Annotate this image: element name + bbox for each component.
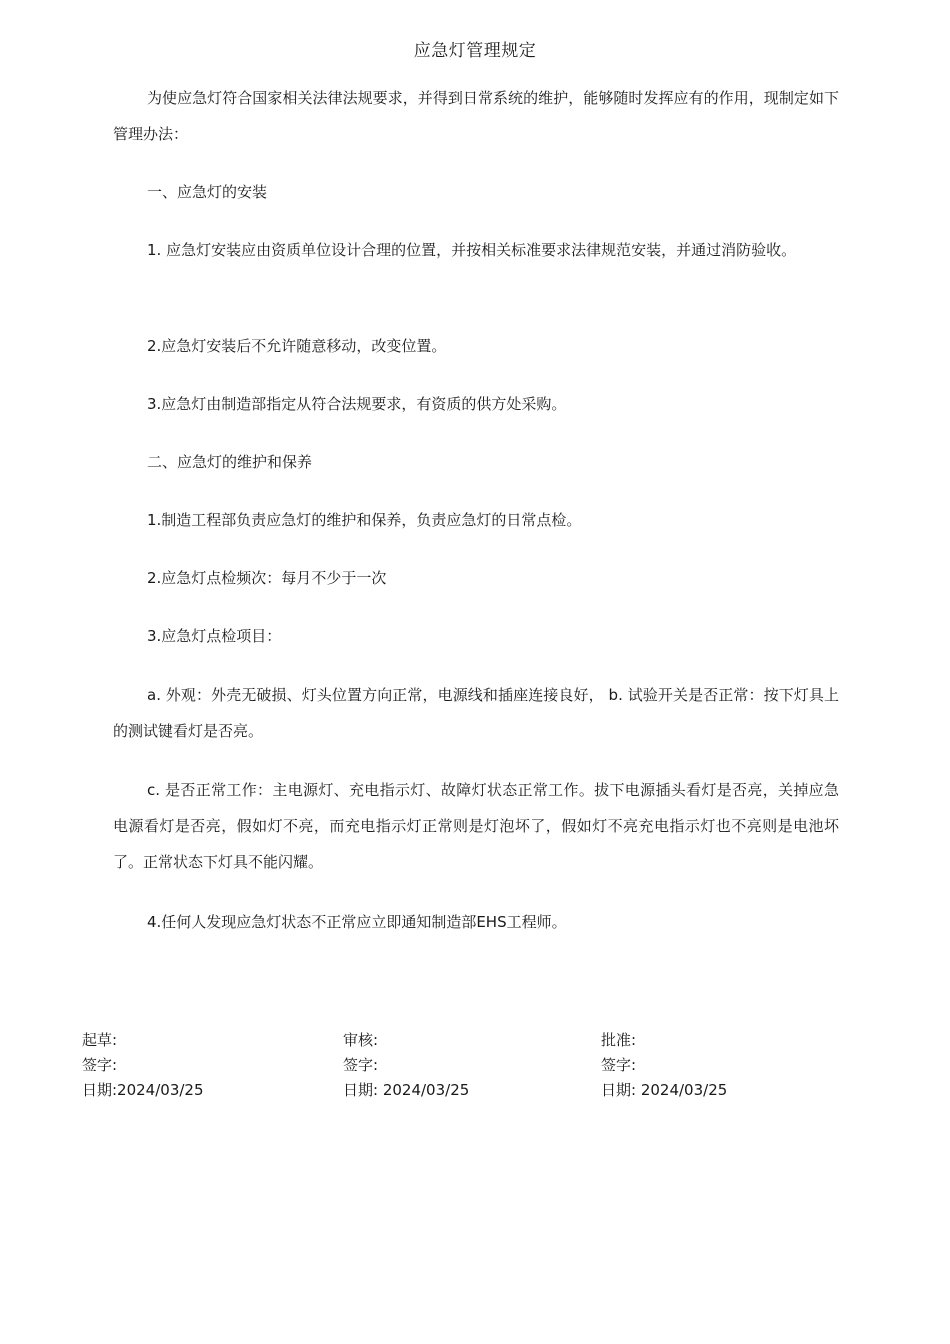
drafter-date: 日期:2024/03/25: [82, 1081, 204, 1099]
reviewer-signature-label: 签字:: [343, 1056, 379, 1074]
section2-item3: 3.应急灯点检项目：: [147, 627, 282, 645]
section1-item2: 2.应急灯安装后不允许随意移动，改变位置。: [147, 337, 447, 355]
section2-item2: 2.应急灯点检频次：每月不少于一次: [147, 569, 387, 587]
section1-item3: 3.应急灯由制造部指定从符合法规要求，有资质的供方处采购。: [147, 395, 567, 413]
signoff-reviewer: [343, 1028, 469, 1103]
signoff-drafter: [82, 1028, 204, 1103]
section2-item-c: c. 是否正常工作：主电源灯、充电指示灯、故障灯状态正常工作。拔下电源插头看灯是否亮，关掉应急电源看灯是否亮，假如灯不亮，而充电指示灯正常则是灯泡坏了，假如灯不亮充电指示灯也不亮则是电池坏了。正常状态下灯具不能闪耀。: [113, 781, 839, 871]
document-title: 应急灯管理规定: [413, 41, 537, 61]
intro-paragraph: 为使应急灯符合国家相关法律法规要求，并得到日常系统的维护，能够随时发挥应有的作用，现制定如下管理办法：: [113, 89, 839, 143]
reviewer-label: 审核:: [343, 1031, 379, 1049]
section1-heading: 一、应急灯的安装: [147, 183, 268, 201]
approver-label: 批准:: [601, 1031, 637, 1049]
reviewer-date: 日期: 2024/03/25: [343, 1081, 470, 1099]
approver-signature-label: 签字:: [601, 1056, 637, 1074]
drafter-label: 起草:: [82, 1031, 118, 1049]
section2-heading: 二、应急灯的维护和保养: [147, 453, 313, 471]
section2-item4: 4.任何人发现应急灯状态不正常应立即通知制造部EHS工程师。: [147, 913, 567, 931]
approver-date: 日期: 2024/03/25: [601, 1081, 728, 1099]
section1-item1: 1. 应急灯安装应由资质单位设计合理的位置，并按相关标准要求法律规范安装，并通过消防验收。: [147, 241, 797, 259]
drafter-signature-label: 签字:: [82, 1056, 118, 1074]
section2-item1: 1.制造工程部负责应急灯的维护和保养，负责应急灯的日常点检。: [147, 511, 582, 529]
section2-item-ab: a. 外观：外壳无破损、灯头位置方向正常，电源线和插座连接良好， b. 试验开关是否正常：按下灯具上的测试键看灯是否亮。: [113, 686, 839, 740]
signoff-approver: [601, 1028, 727, 1103]
